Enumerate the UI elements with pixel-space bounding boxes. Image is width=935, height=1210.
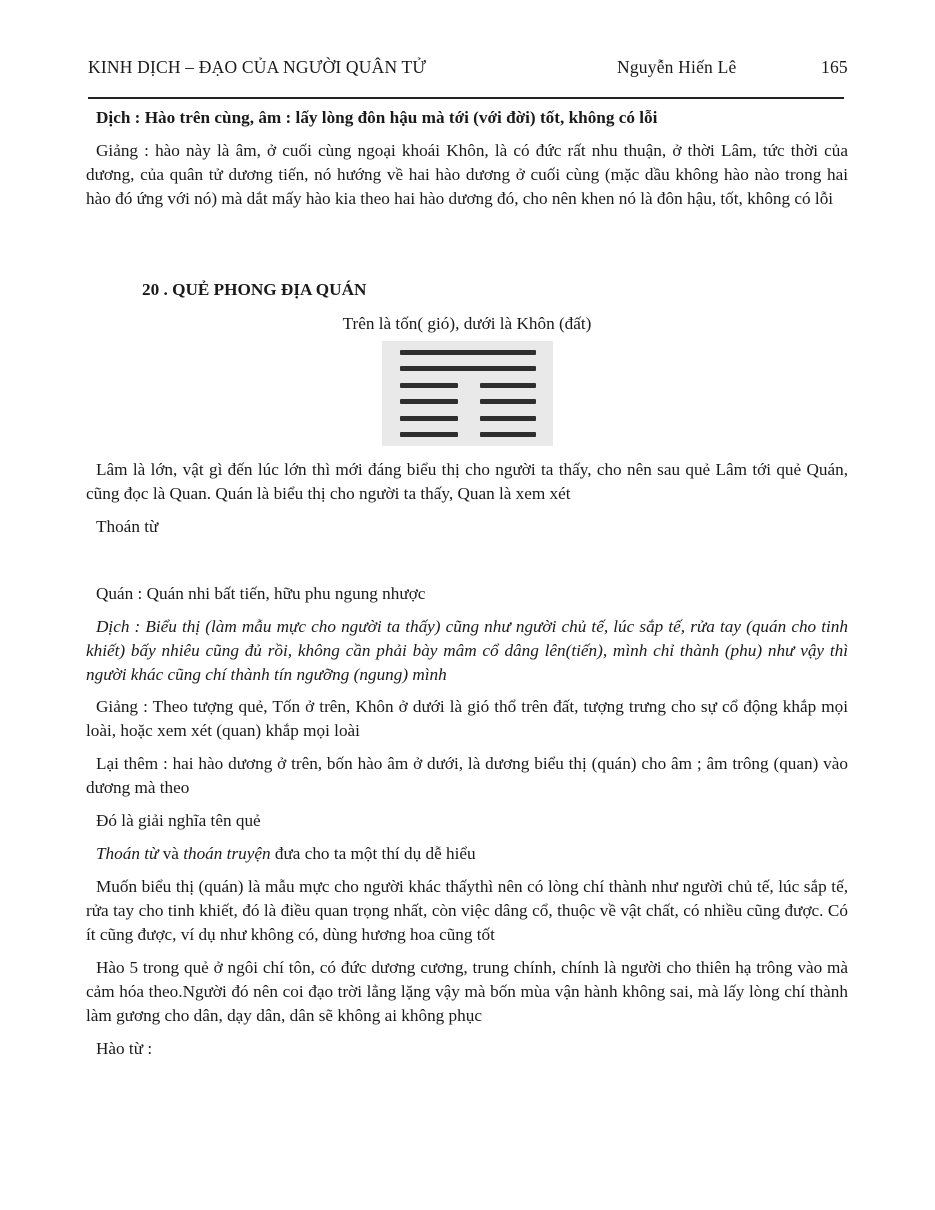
- author-name: Nguyễn Hiến Lê: [617, 57, 737, 77]
- hexagram-line-5-right: [480, 416, 536, 421]
- muon-paragraph: Muốn biểu thị (quán) là mẫu mực cho người khác thấythì nên có lòng chí thành như người chủ tế, lúc sắp tế, rửa tay cho tinh khiết, đó là điều quan trọng nhất, còn việc dâng cổ, thuộc về vật chất, có nhiều cũng được. Có ít cũng được, ví dụ như không có, dùng hương hoa cũng tốt: [86, 877, 848, 944]
- section-title: 20 . QUẺ PHONG ĐỊA QUÁN: [142, 280, 367, 299]
- giang-2-paragraph: Giảng : Theo tượng quẻ, Tốn ở trên, Khôn ở dưới là gió thổ trên đất, tượng trưng cho sự cổ động khắp mọi loài, hoặc xem xét (quan) khắp mọi loài: [86, 697, 848, 740]
- page-number: 165: [821, 57, 848, 77]
- header-divider: [88, 97, 844, 99]
- dich-top-paragraph: Dịch : Hào trên cùng, âm : lấy lòng đôn hậu mà tới (với đời) tốt, không có lỗi: [96, 108, 658, 127]
- lam-paragraph: Lâm là lớn, vật gì đến lúc lớn thì mới đáng biểu thị cho người ta thấy, cho nên sau quẻ Lâm tới quẻ Quán, cũng đọc là Quan. Quán là biểu thị cho người ta thấy, Quan là xem xét: [86, 460, 848, 503]
- hexagram-subtitle: Trên là tốn( gió), dưới là Khôn (đất): [342, 314, 592, 333]
- thoan-paragraph: [86, 842, 848, 866]
- do-la-paragraph: Đó là giải nghĩa tên quẻ: [96, 811, 261, 830]
- hexagram-line-4-right: [480, 399, 536, 404]
- dich-italic-paragraph: Dịch : Biểu thị (làm mẫu mực cho người ta thấy) cũng như người chủ tế, lúc sắp tế, rửa tay (quán cho tinh khiết) bấy nhiêu cũng đủ rồi, không cần phải bày mâm cổ dâng lên(tiến), mình chỉ thành (phu) như vậy thì người khác cũng chí thành tín ngưỡng (ngung) mình: [86, 617, 848, 684]
- hexagram-line-6-left: [400, 432, 458, 437]
- hexagram-line-5-left: [400, 416, 458, 421]
- hexagram-line-4-left: [400, 399, 458, 404]
- thoan-tu-term: Thoán từ: [96, 844, 159, 863]
- quan-paragraph: Quán : Quán nhi bất tiến, hữu phu ngung nhược: [96, 584, 426, 603]
- thoan-truyen-term: thoán truyện: [183, 844, 271, 863]
- thoan-connector: và: [158, 844, 184, 863]
- lai-them-paragraph: Lại thêm : hai hào dương ở trên, bốn hào âm ở dưới, là dương biểu thị (quán) cho âm ; âm trông (quan) vào dương mà theo: [86, 754, 848, 797]
- hexagram-figure: [382, 341, 553, 446]
- giang-top-paragraph: Giảng : hào này là âm, ở cuối cùng ngoại khoái Khôn, là có đức rất nhu thuận, ở thời Lâm, tức thời của dương, của quân tử dương tiến, nó hướng về hai hào dương ở cuối cùng (mặc dầu không hào nào trong hai hào đó ứng với nó) mà dắt mấy hào kia theo hai hào dương đó, cho nên khen nó là đôn hậu, tốt, không có lỗi: [86, 141, 848, 208]
- book-title: KINH DỊCH – ĐẠO CỦA NGƯỜI QUÂN TỬ: [88, 57, 427, 77]
- hexagram-line-1: [400, 350, 536, 355]
- hao-tu-label: Hào từ :: [96, 1039, 153, 1058]
- thoan-remainder: đưa cho ta một thí dụ dễ hiểu: [270, 844, 476, 863]
- hao5-paragraph: Hào 5 trong quẻ ở ngôi chí tôn, có đức dương cương, trung chính, chính là người cho thiên hạ trông vào mà cảm hóa theo.Người đó nên coi đạo trời lẳng lặng vậy mà bốn mùa vận hành không sai, mà lấy lòng chí thành làm gương cho dân, dạy dân, dân sẽ không ai không phục: [86, 958, 848, 1025]
- hexagram-line-3-left: [400, 383, 458, 388]
- hexagram-line-3-right: [480, 383, 536, 388]
- hexagram-line-2: [400, 366, 536, 371]
- thoan-tu-label: Thoán từ: [96, 517, 159, 536]
- hexagram-line-6-right: [480, 432, 536, 437]
